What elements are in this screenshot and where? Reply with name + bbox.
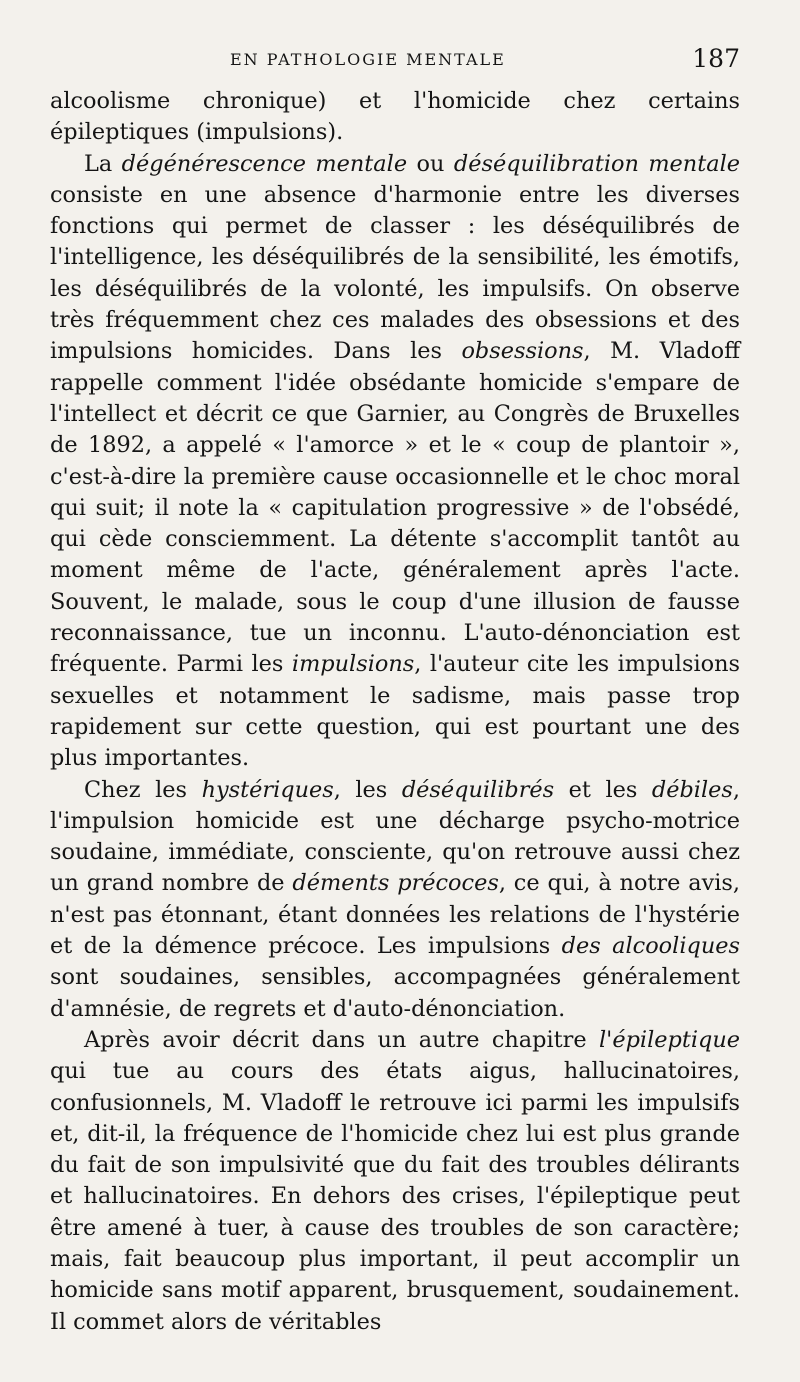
paragraph-4: [50, 1025, 740, 1338]
text-run: , l'auteur cite les impulsions sexuelles et notamment le sadisme, mais passe trop rapidement sur cette question, qui est pourtant une des plus importantes.: [50, 651, 740, 772]
text-run: , l'impulsion homicide est une décharge psycho-motrice soudaine, immédiate, consciente, qu'on retrouve aussi chez un grand nombre de: [50, 776, 740, 897]
text-run: sont soudaines, sensibles, accompagnées généralement d'amnésie, de regrets et d'auto-dénonciation.: [50, 964, 740, 1022]
text-run: qui tue au cours des états aigus, hallucinatoires, confusionnels, M. Vladoff le retrouve ici parmi les impulsifs et, dit-il, la fréquence de l'homicide chez lui est plus grande du fait de son impulsivité que du fait des troubles délirants et hallucinatoires. En dehors des crises, l'épileptique peut être amené à tuer, à cause des troubles de son caractère; mais, fait beaucoup plus important, il peut accomplir un homicide sans motif apparent, brusquement, soudainement. Il commet alors de véritables: [50, 1058, 740, 1335]
page-number: 187: [692, 44, 740, 73]
text-run: et les: [554, 776, 652, 803]
text-run: , M. Vladoff rappelle comment l'idée obsédante homicide s'empare de l'intellect et décrit ce que Garnier, au Congrès de Bruxelles de 1892, a appelé « l'amorce » et le « coup de plantoir », c'est-à-dire la première cause occasionnelle et le choc moral qui suit; il note la « capitulation progressive » de l'obsédé, qui cède consciemment. La détente s'accomplit tantôt au moment même de l'acte, généralement après l'acte. Souvent, le malade, sous le coup d'une illusion de fausse reconnaissance, tue un inconnu. L'auto-dénonciation est fréquente. Parmi les: [50, 338, 741, 678]
italic-term: impulsions: [291, 651, 415, 678]
text-run: La: [84, 150, 122, 177]
paragraph-text: alcoolisme chronique) et l'homicide chez certains épileptiques (impulsions).: [50, 88, 740, 146]
paragraph-1: [50, 86, 740, 149]
text-run: ou: [407, 150, 454, 177]
italic-term: l'épileptique: [599, 1026, 740, 1053]
text-run: consiste en une absence d'harmonie entre les diverses fonctions qui permet de classer : les déséquilibrés de l'intelligence, les déséquilibrés de la sensibilité, les émotifs, les déséquilibrés de la volonté, les impulsifs. On observe très fréquemment chez ces malades des obsessions et des impulsions homicides. Dans les: [50, 181, 740, 365]
text-run: Après avoir décrit dans un autre chapitre: [84, 1026, 600, 1053]
italic-term: déséquilibrés: [401, 776, 555, 803]
body-text: [50, 86, 740, 1338]
paragraph-2: [50, 149, 740, 775]
italic-term: déséquilibration mentale: [453, 150, 740, 177]
italic-term: dégénérescence mentale: [121, 150, 408, 177]
italic-term: hystériques: [201, 776, 334, 803]
italic-term: des alcooliques: [561, 933, 740, 960]
text-run: , les: [333, 776, 402, 803]
text-run: Chez les: [84, 776, 202, 803]
text-run: , ce qui, à notre avis, n'est pas étonnant, étant données les relations de l'hystérie et de la démence précoce. Les impulsions: [50, 870, 741, 960]
running-title: EN PATHOLOGIE MENTALE: [230, 50, 506, 69]
italic-term: obsessions: [461, 338, 584, 365]
italic-term: déments précoces: [292, 870, 499, 897]
paragraph-3: [50, 775, 740, 1025]
page-header: [60, 44, 740, 78]
italic-term: débiles: [651, 776, 733, 803]
